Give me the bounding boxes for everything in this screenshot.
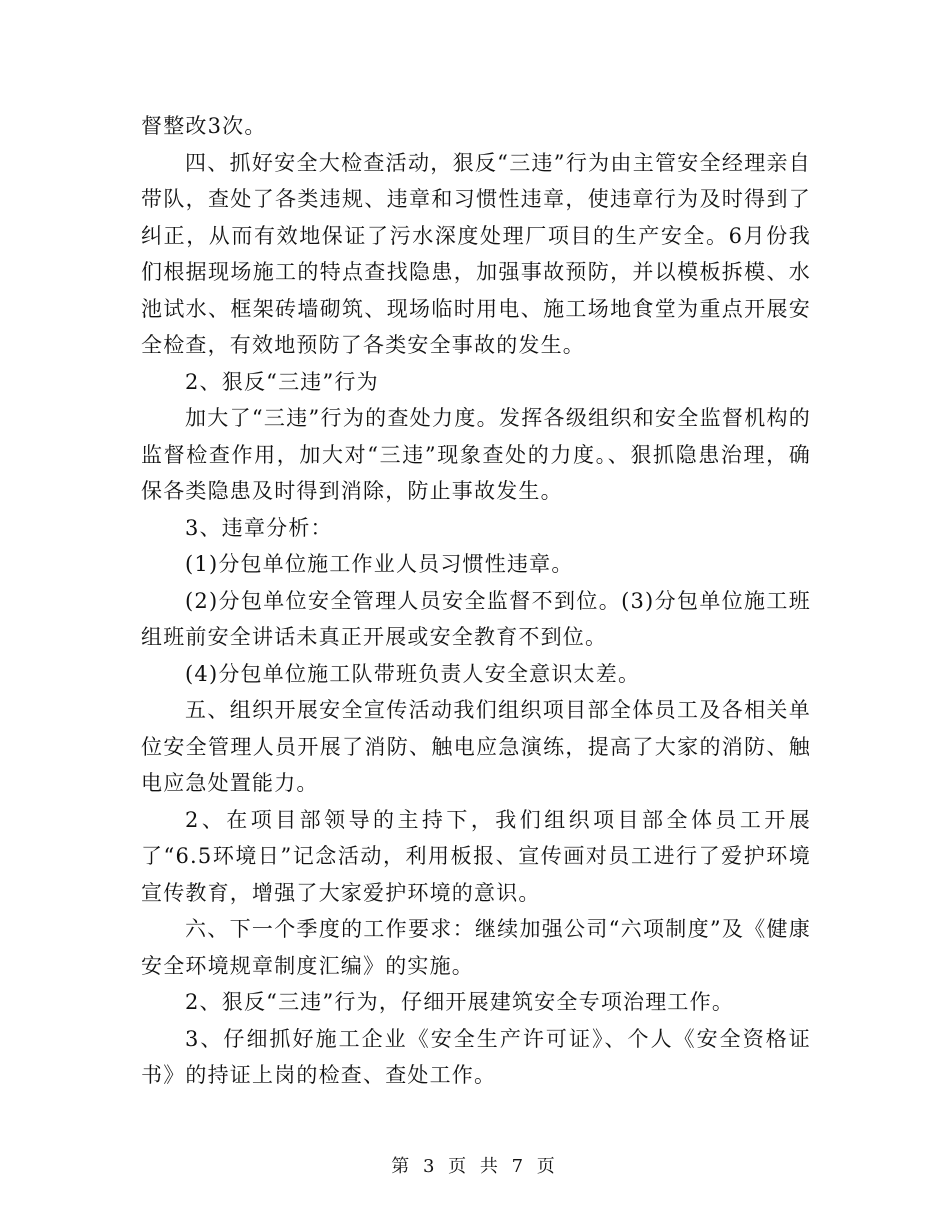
paragraph-11: 六、下一个季度的工作要求：继续加强公司“六项制度”及《健康安全环境规章制度汇编》的实施。 [141, 917, 811, 978]
paragraph-5: 3、违章分析： [185, 515, 333, 540]
paragraph-2: 四、抓好安全大检查活动，狠反“三违”行为由主管安全经理亲自带队，查处了各类违规、违章和习惯性违章，使违章行为及时得到了纠正，从而有效地保证了污水深度处理厂项目的生产安全。6月份我们根据现场施工的特点查找隐患，加强事故预防，并以模板拆模、水池试水、框架砖墙砌筑、现场临时用电、施工场地食堂为重点开展安全检查，有效地预防了各类安全事故的发生。 [141, 150, 811, 357]
paragraph-3: 2、狠反“三违”行为 [185, 369, 379, 394]
paragraph-8: (4)分包单位施工队带班负责人安全意识太差。 [185, 661, 641, 686]
paragraph-10: 2、在项目部领导的主持下，我们组织项目部全体员工开展了“6.5环境日”记念活动，利用板报、宣传画对员工进行了爱护环境宣传教育，增强了大家爱护环境的意识。 [141, 807, 811, 905]
paragraph-9: 五、组织开展安全宣传活动我们组织项目部全体员工及各相关单位安全管理人员开展了消防、触电应急演练，提高了大家的消防、触电应急处置能力。 [141, 698, 811, 795]
paragraph-12: 2、狠反“三违”行为，仔细开展建筑安全专项治理工作。 [185, 990, 735, 1014]
paragraph-4: 加大了“三违”行为的查处力度。发挥各级组织和安全监督机构的监督检查作用，加大对“三违”现象查处的力度。、狠抓隐患治理，确保各类隐患及时得到消除，防止事故发生。 [141, 406, 811, 503]
paragraph-7: (2)分包单位安全管理人员安全监督不到位。(3)分包单位施工班组班前安全讲话未真正开展或安全教育不到位。 [141, 588, 811, 649]
paragraph-13: 3、仔细抓好施工企业《安全生产许可证》、个人《安全资格证书》的持证上岗的检查、查处工作。 [141, 1026, 811, 1087]
paragraph-6: (1)分包单位施工作业人员习惯性违章。 [185, 552, 574, 576]
document-body [141, 108, 811, 1094]
paragraph-1: 督整改3次。 [141, 114, 267, 138]
page-number-footer: 第 3 页 共 7 页 [391, 1156, 559, 1177]
